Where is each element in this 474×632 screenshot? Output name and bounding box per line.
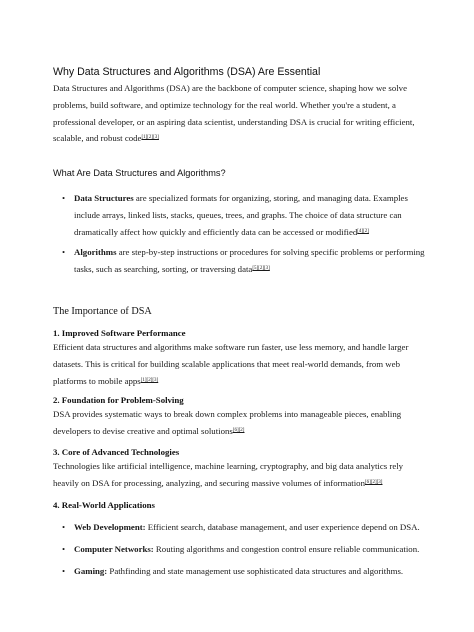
document-title-block bbox=[53, 66, 425, 78]
what-heading-block bbox=[53, 168, 425, 178]
section-references[interactable]: [1][2][3] bbox=[140, 377, 159, 383]
intro-references[interactable]: [1][2][3] bbox=[141, 135, 159, 141]
bullet-icon: • bbox=[62, 193, 66, 203]
section-text: Technologies like artificial intelligence, machine learning, cryptography, and big data analytics rely heavily on DSA for processing, analyzing, and securing massive volumes of information bbox=[53, 461, 404, 488]
section-4 bbox=[53, 500, 425, 510]
section-3 bbox=[53, 447, 425, 492]
list-item-term: Algorithms bbox=[74, 247, 117, 258]
intro-paragraph bbox=[53, 80, 425, 147]
section-references[interactable]: [6][2][3] bbox=[364, 479, 383, 485]
section-heading: 2. Foundation for Problem-Solving bbox=[53, 395, 184, 405]
list-item bbox=[62, 563, 432, 580]
bullet-icon: • bbox=[62, 522, 66, 532]
list-item-text: are specialized formats for organizing, storing, and managing data. Examples include arrays, linked lists, stacks, queues, trees, and graphs. The choice of data structure can dramatically affect how quickly and efficiently data can be accessed or modified bbox=[74, 193, 408, 237]
list-item-term: Data Structures bbox=[74, 193, 134, 203]
list-item-text: Efficient search, database management, and user experience depend on DSA. bbox=[145, 522, 420, 532]
section-heading: 4. Real-World Applications bbox=[53, 500, 155, 510]
list-item-term: Web Development: bbox=[74, 522, 146, 532]
importance-heading: The Importance of DSA bbox=[53, 306, 152, 317]
section-1 bbox=[53, 328, 425, 389]
section-heading: 3. Core of Advanced Technologies bbox=[53, 447, 180, 457]
bullet-icon: • bbox=[62, 543, 66, 554]
list-item-term: Gaming: bbox=[74, 565, 108, 576]
section-text: DSA provides systematic ways to break down complex problems into manageable pieces, enabling developers to devise creative and optimal solutions bbox=[53, 409, 402, 436]
bullet-icon: • bbox=[62, 247, 66, 258]
importance-heading-block bbox=[53, 306, 425, 317]
bullet-icon: • bbox=[62, 565, 66, 576]
document-title: Why Data Structures and Algorithms (DSA) Are Essential bbox=[53, 66, 321, 78]
section-references[interactable]: [6][2] bbox=[232, 427, 245, 433]
list-item-references[interactable]: [4][2] bbox=[357, 228, 369, 234]
list-item bbox=[62, 519, 432, 536]
applications-list bbox=[62, 519, 432, 579]
list-item bbox=[62, 244, 432, 278]
section-heading: 1. Improved Software Performance bbox=[53, 328, 186, 338]
list-item bbox=[62, 541, 432, 558]
what-heading: What Are Data Structures and Algorithms? bbox=[53, 168, 226, 178]
what-list bbox=[62, 190, 432, 278]
list-item-text: Pathfinding and state management use sophisticated data structures and algorithms. bbox=[107, 565, 404, 576]
list-item-text: are step-by-step instructions or procedures for solving specific problems or performing tasks, such as searching, sorting, or traversing data bbox=[74, 247, 425, 275]
list-item-text: Routing algorithms and congestion control ensure reliable communication. bbox=[153, 543, 420, 554]
list-item bbox=[62, 190, 432, 240]
intro-text: Data Structures and Algorithms (DSA) are the backbone of computer science, shaping how we solve problems, build software, and optimize technology for the real world. Whether you're a student, a professional developer, or an aspiring data scientist, understanding DSA is crucial for writing efficient, scalable, and robust code bbox=[53, 83, 415, 144]
section-text: Efficient data structures and algorithms make software run faster, use less memory, and handle larger datasets. This is critical for building scalable applications that meet real-world demands, from web platforms to mobile apps bbox=[53, 342, 409, 386]
section-2 bbox=[53, 395, 425, 440]
list-item-references[interactable]: [5][2][3] bbox=[252, 266, 270, 272]
list-item-term: Computer Networks: bbox=[74, 543, 154, 554]
